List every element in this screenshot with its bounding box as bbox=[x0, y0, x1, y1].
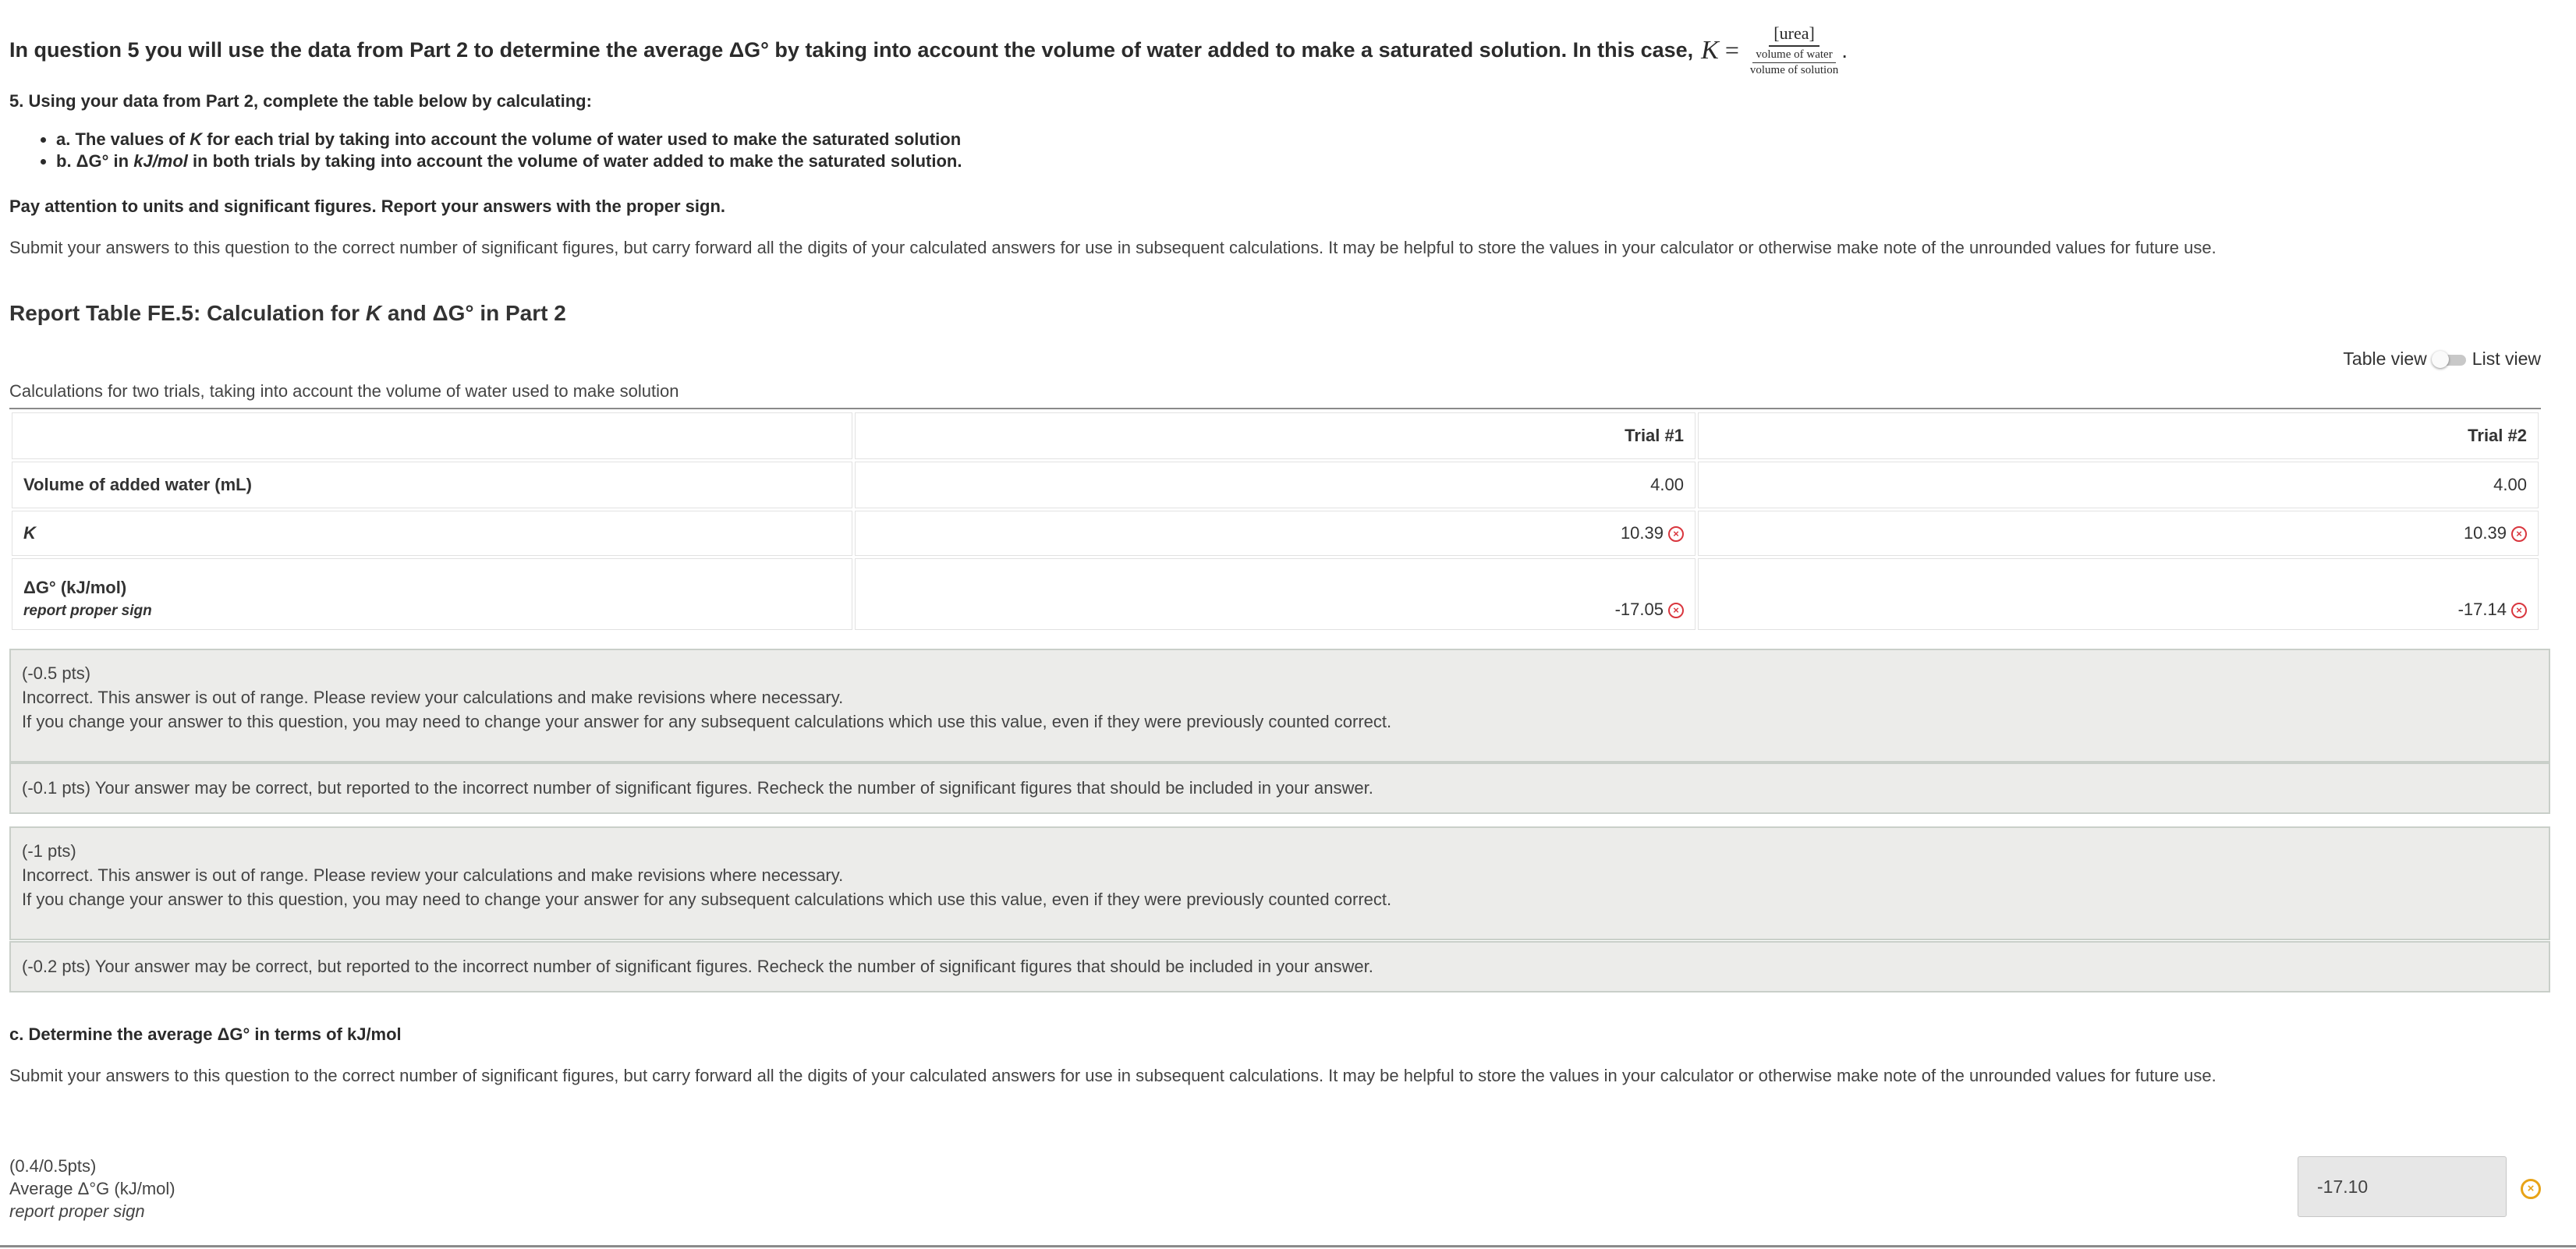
k-trial-2-cell bbox=[1698, 511, 2539, 556]
instruction-list bbox=[9, 129, 962, 172]
volume-trial-2-value: 4.00 bbox=[2493, 475, 2527, 494]
table-caption: Calculations for two trials, taking into account the volume of water used to make solution bbox=[9, 381, 679, 401]
feedback-warning: If you change your answer to this question, you may need to change your answer for any subsequent calculations which use this value, even if they were previously counted correct. bbox=[22, 890, 1392, 909]
item-b-text: b. ΔG° in bbox=[56, 151, 129, 171]
header-empty-cell bbox=[12, 412, 852, 459]
feedback-points: (-1 pts) bbox=[22, 841, 76, 861]
toggle-knob[interactable] bbox=[2432, 351, 2449, 368]
item-b-text-end: in both trials by taking into account the volume of water added to make the saturated solution. bbox=[193, 151, 962, 171]
volume-trial-2-cell bbox=[1698, 462, 2539, 508]
part-c-submit-note: Submit your answers to this question to the correct number of significant figures, but carry forward all the digits of your calculated answers for use in subsequent calculations. It may be helpful to store the values in your calculator or otherwise make note of the unrounded values for future use. bbox=[9, 1066, 2216, 1085]
feedback-box: (-0.2 pts) Your answer may be correct, but reported to the incorrect number of significant figures. Recheck the number of significant figures that should be included in your answer. bbox=[9, 941, 2550, 992]
header-trial-1: Trial #1 bbox=[855, 412, 1695, 459]
row-label-volume: Volume of added water (mL) bbox=[12, 462, 852, 508]
instruction-item-b bbox=[56, 150, 962, 172]
circle-x-icon: × bbox=[2511, 526, 2527, 542]
attention-note: Pay attention to units and significant figures. Report your answers with the proper sign. bbox=[9, 196, 725, 216]
average-answer-label bbox=[9, 1155, 175, 1222]
table-row-k bbox=[12, 511, 2539, 556]
delta-g-trial-2-cell bbox=[1698, 558, 2539, 630]
view-toggle-switch[interactable] bbox=[2432, 351, 2468, 368]
intro-text bbox=[9, 23, 2541, 77]
feedback-box bbox=[9, 649, 2550, 762]
equals-sign: = bbox=[1724, 36, 1739, 64]
submit-note: Submit your answers to this question to the correct number of significant figures, but carry forward all the digits of your calculated answers for use in subsequent calculations. It may be helpful to store the values in your calculator or otherwise make note of the unrounded values for future use. bbox=[9, 238, 2216, 257]
item-b-unit: kJ/mol bbox=[133, 151, 188, 171]
feedback-points: (-0.5 pts) bbox=[22, 663, 91, 683]
denominator-numerator: volume of water bbox=[1752, 48, 1835, 63]
fraction-denominator bbox=[1750, 47, 1838, 77]
k-symbol: K bbox=[1701, 35, 1719, 65]
bottom-rule bbox=[0, 1245, 2576, 1247]
circle-x-warning-icon: × bbox=[2521, 1179, 2541, 1199]
delta-g-trial-2-value[interactable]: -17.14 bbox=[2457, 600, 2507, 619]
intro-period: . bbox=[1841, 37, 1848, 62]
k-label: K bbox=[23, 523, 36, 543]
item-a-text-end: for each trial by taking into account the volume of water used to make the saturated solution bbox=[207, 129, 962, 149]
row-label-delta-g bbox=[12, 558, 852, 630]
question-heading: 5. Using your data from Part 2, complete the table below by calculating: bbox=[9, 91, 592, 111]
instruction-item-a bbox=[56, 129, 962, 150]
circle-x-icon: × bbox=[1668, 526, 1684, 542]
volume-trial-1-value: 4.00 bbox=[1650, 475, 1684, 494]
delta-g-trial-1-cell bbox=[855, 558, 1695, 630]
table-top-rule bbox=[9, 408, 2541, 409]
feedback-box bbox=[9, 826, 2550, 940]
fraction-numerator: [urea] bbox=[1769, 23, 1819, 47]
k-fraction bbox=[1750, 23, 1838, 77]
average-sublabel bbox=[9, 1200, 175, 1222]
title-text-end: and ΔG° in Part 2 bbox=[387, 301, 566, 325]
title-text: Report Table FE.5: Calculation for bbox=[9, 301, 360, 325]
title-k: K bbox=[365, 301, 382, 325]
item-a-k: K bbox=[190, 129, 203, 149]
row-label-k bbox=[12, 511, 852, 556]
feedback-message: Incorrect. This answer is out of range. Please review your calculations and make revisions where necessary. bbox=[22, 865, 844, 885]
average-sublabel-text: report proper sign bbox=[9, 1201, 145, 1221]
table-row-delta-g bbox=[12, 558, 2539, 630]
average-delta-g-input[interactable]: -17.10 bbox=[2298, 1156, 2507, 1217]
k-trial-2-value[interactable]: 10.39 bbox=[2463, 523, 2507, 543]
feedback-box: (-0.1 pts) Your answer may be correct, but reported to the incorrect number of significant figures. Recheck the number of significant figures that should be included in your answer. bbox=[9, 762, 2550, 814]
toggle-label-table: Table view bbox=[2343, 349, 2427, 369]
table-header-row bbox=[12, 412, 2539, 459]
average-score: (0.4/0.5pts) bbox=[9, 1156, 97, 1176]
denominator-denominator: volume of solution bbox=[1749, 64, 1839, 76]
circle-x-icon: × bbox=[1668, 603, 1684, 618]
table-row-volume bbox=[12, 462, 2539, 508]
volume-trial-1-cell bbox=[855, 462, 1695, 508]
intro-sentence: In question 5 you will use the data from Part 2 to determine the average ΔG° by taking into account the volume of water added to make a saturated solution. In this case, bbox=[9, 38, 1694, 62]
item-a-text: a. The values of bbox=[56, 129, 186, 149]
feedback-message: Incorrect. This answer is out of range. Please review your calculations and make revisions where necessary. bbox=[22, 688, 844, 707]
report-table bbox=[9, 410, 2541, 632]
report-table-title bbox=[9, 301, 566, 326]
average-label: Average Δ°G (kJ/mol) bbox=[9, 1179, 175, 1198]
feedback-warning: If you change your answer to this question, you may need to change your answer for any subsequent calculations which use this value, even if they were previously counted correct. bbox=[22, 712, 1392, 731]
delta-g-sublabel: report proper sign bbox=[23, 603, 152, 619]
part-c-heading: c. Determine the average ΔG° in terms of kJ/mol bbox=[9, 1024, 402, 1044]
k-trial-1-cell bbox=[855, 511, 1695, 556]
header-trial-2: Trial #2 bbox=[1698, 412, 2539, 459]
toggle-label-list: List view bbox=[2471, 349, 2541, 369]
circle-x-icon: × bbox=[2511, 603, 2527, 618]
k-trial-1-value[interactable]: 10.39 bbox=[1620, 523, 1664, 543]
delta-g-label: ΔG° (kJ/mol) bbox=[23, 578, 127, 597]
view-toggle bbox=[2343, 349, 2541, 370]
delta-g-trial-1-value[interactable]: -17.05 bbox=[1614, 600, 1664, 619]
